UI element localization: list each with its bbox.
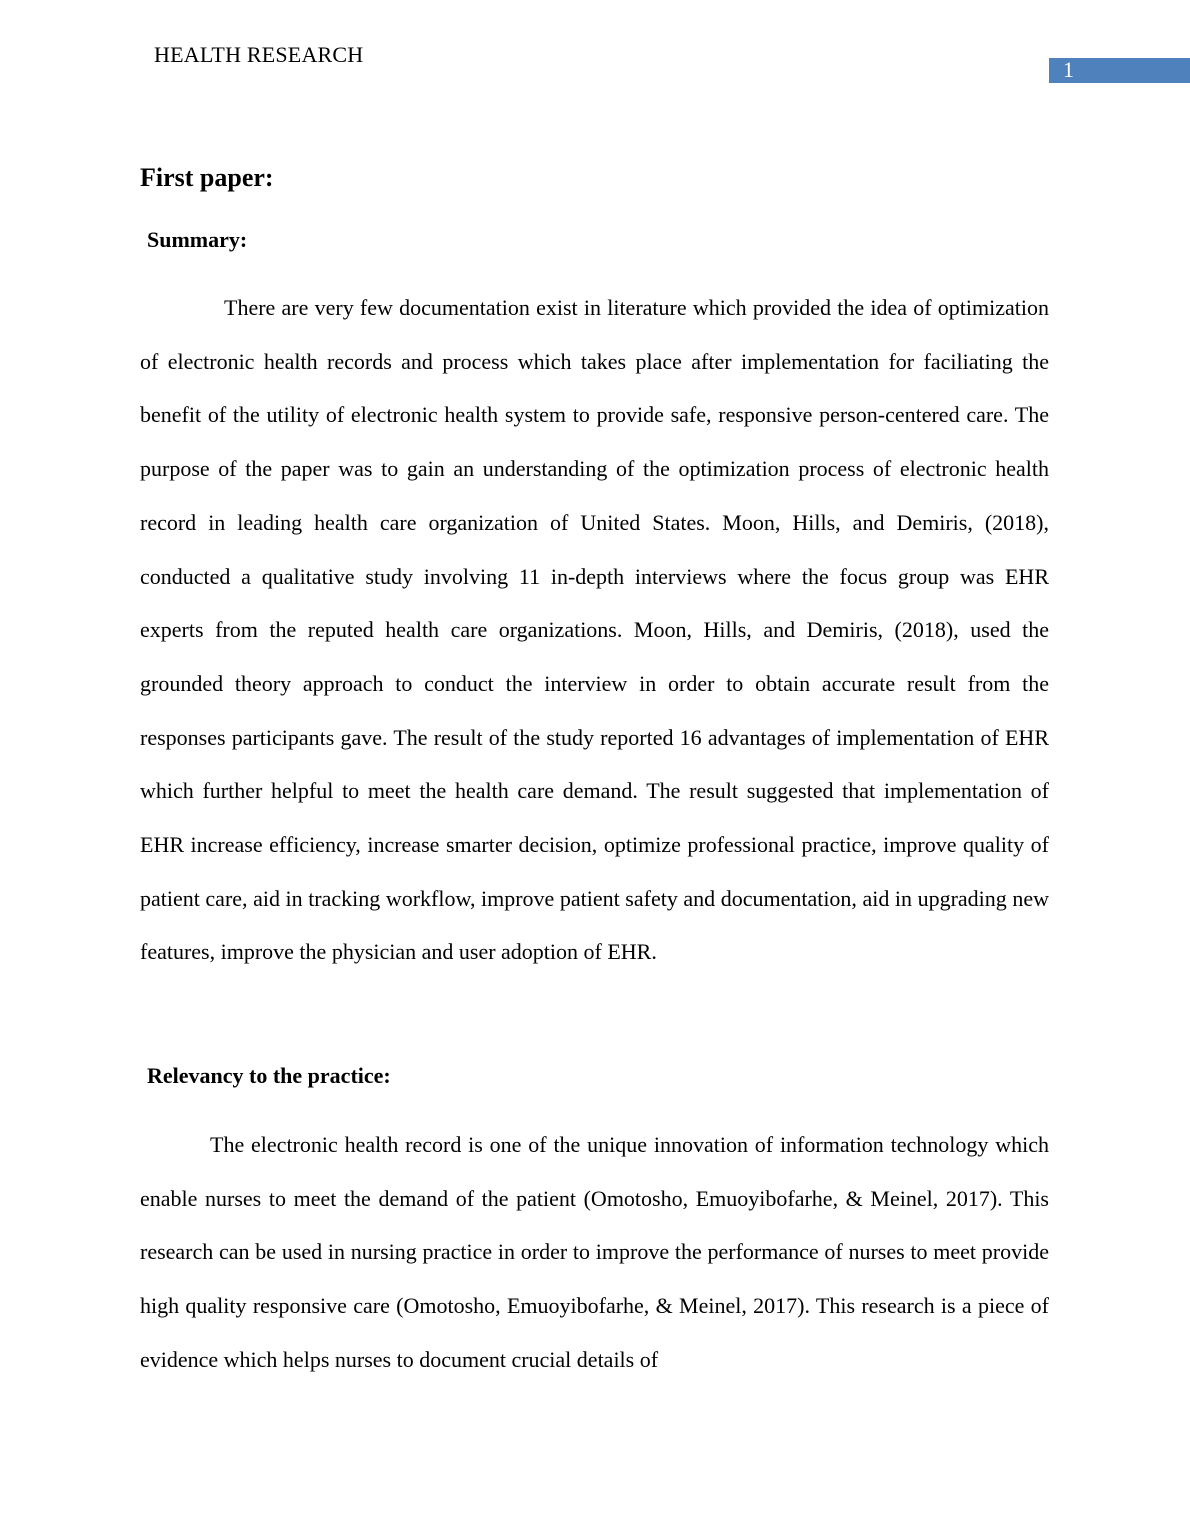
page-number-bar [1049, 58, 1190, 83]
section-heading-summary: Summary: [147, 227, 248, 252]
section-heading-relevancy: Relevancy to the practice: [147, 1063, 391, 1088]
relevancy-paragraph: The electronic health record is one of the unique innovation of information technology which enable nurses to meet the demand of the patient (Omotosho, Emuoyibofarhe, & Meinel, 2017). This research can be used in nursing practice in order to improve the performance of nurses to meet provide high quality responsive care (Omotosho, Emuoyibofarhe, & Meinel, 2017). This research is a piece of evidence which helps nurses to document crucial details of [140, 1132, 1049, 1372]
page-number: 1 [1063, 57, 1074, 82]
paper-title: First paper: [140, 163, 274, 192]
summary-paragraph: There are very few documentation exist in literature which provided the idea of optimization of electronic health records and process which takes place after implementation for faciliating the benefit of the utility of electronic health system to provide safe, responsive person-centered care. The purpose of the paper was to gain an understanding of the optimization process of electronic health record in leading health care organization of United States. Moon, Hills, and Demiris, (2018), conducted a qualitative study involving 11 in-depth interviews where the focus group was EHR experts from the reputed health care organizations. Moon, Hills, and Demiris, (2018), used the grounded theory approach to conduct the interview in order to obtain accurate result from the responses participants gave. The result of the study reported 16 advantages of implementation of EHR which further helpful to meet the health care demand. The result suggested that implementation of EHR increase efficiency, increase smarter decision, optimize professional practice, improve quality of patient care, aid in tracking workflow, improve patient safety and documentation, aid in upgrading new features, improve the physician and user adoption of EHR. [140, 295, 1049, 965]
running-head: HEALTH RESEARCH [154, 42, 364, 67]
